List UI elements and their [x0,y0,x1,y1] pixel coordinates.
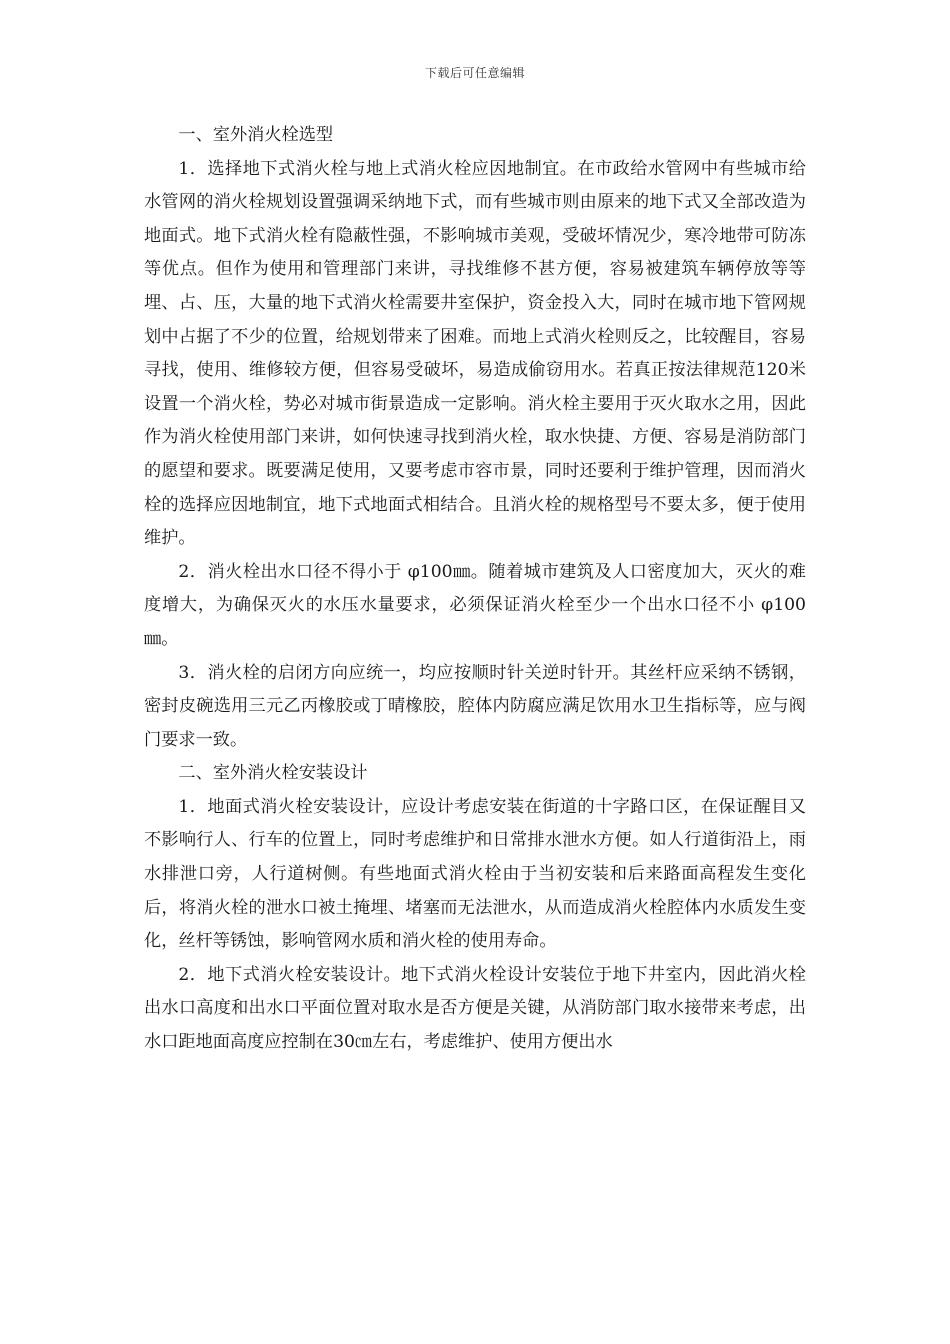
paragraph-1-1: 1．选择地下式消火栓与地上式消火栓应因地制宜。在市政给水管网中有些城市给水管网的消火栓规划设置强调采纳地下式，而有些城市则由原来的地下式又全部改造为地面式。地下式消火栓有隐蔽性强，不影响城市美观，受破坏情况少，寒冷地带可防冻等优点。但作为使用和管理部门来讲，寻找维修不甚方便，容易被建筑车辆停放等等埋、占、压，大量的地下式消火栓需要井室保护，资金投入大，同时在城市地下管网规划中占据了不少的位置，给规划带来了困难。而地上式消火栓则反之，比较醒目，容易寻找，使用、维修较方便，但容易受破坏，易造成偷窃用水。若真正按法律规范120米设置一个消火栓，势必对城市街景造成一定影响。消火栓主要用于灭火取水之用，因此作为消火栓使用部门来讲，如何快速寻找到消火栓，取水快捷、方便、容易是消防部门的愿望和要求。既要满足使用，又要考虑市容市景，同时还要利于维护管理，因而消火栓的选择应因地制宜，地下式地面式相结合。且消火栓的规格型号不要太多，便于使用维护。 [144,158,806,549]
paragraph-2-1: 1．地面式消火栓安装设计，应设计考虑安装在街道的十字路口区，在保证醒目又不影响行人、行车的位置上，同时考虑维护和日常排水泄水方便。如人行道街沿上，雨水排泄口旁，人行道树侧。有些地面式消火栓由于当初安装和后来路面高程发生变化后，将消火栓的泄水口被土掩埋、堵塞而无法泄水，从而造成消火栓腔体内水质发生变化，丝杆等锈蚀，影响管网水质和消火栓的使用寿命。 [144,796,806,952]
document-body [144,119,806,1060]
paragraph-1-2: 2．消火栓出水口径不得小于 φ100㎜。随着城市建筑及人口密度加大，灭火的难度增大，为确保灭火的水压水量要求，必须保证消火栓至少一个出水口径不小 φ100 ㎜。 [144,561,806,649]
paragraph-2-2: 2．地下式消火栓安装设计。地下式消火栓设计安装位于地下井室内，因此消火栓出水口高度和出水口平面位置对取水是否方便是关键，从消防部门取水接带来考虑，出水口距地面高度应控制在30㎝左右，考虑维护、使用方便出水 [144,964,806,1053]
section-heading-1: 一、室外消火栓选型 [178,125,334,145]
paragraph-1-3: 3．消火栓的启闭方向应统一，均应按顺时针关逆时针开。其丝杆应采纳不锈钢，密封皮碗选用三元乙丙橡胶或丁晴橡胶，腔体内防腐应满足饮用水卫生指标等，应与阀门要求一致。 [144,662,806,750]
page-header: 下载后可任意编辑 [424,66,525,80]
section-heading-2: 二、室外消火栓安装设计 [178,763,368,784]
